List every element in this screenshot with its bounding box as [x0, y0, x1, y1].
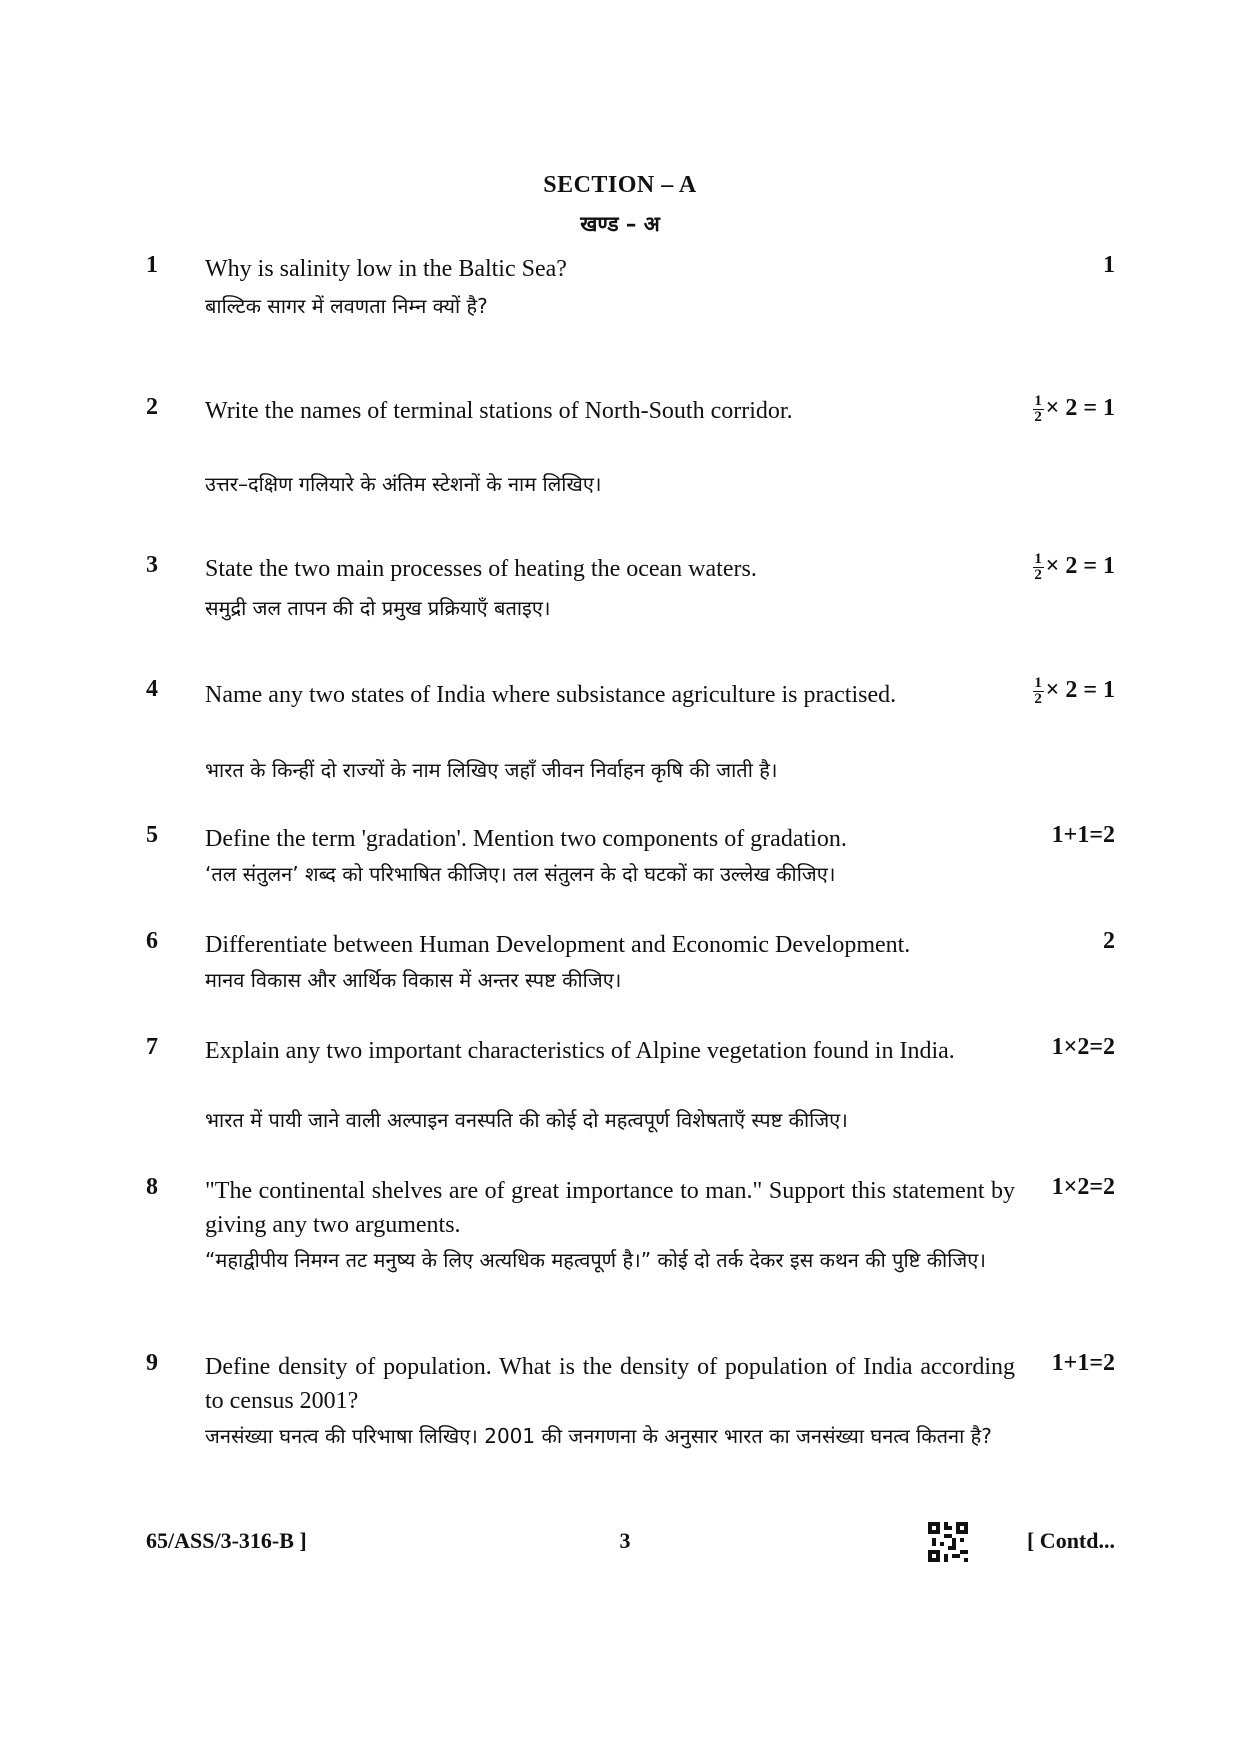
question-number: 6	[146, 928, 158, 954]
question-number: 4	[146, 676, 158, 702]
question-text-english: Why is salinity low in the Baltic Sea?	[205, 256, 567, 282]
question-text-hindi: समुद्री जल तापन की दो प्रमुख प्रक्रियाएँ बताइए।	[205, 596, 551, 620]
fraction-half: $\frac{1}{2}$	[1034, 675, 1042, 707]
fraction-half: $\frac{1}{2}$	[1034, 393, 1042, 425]
question-number: 2	[146, 394, 158, 420]
question-marks: 1	[1103, 252, 1115, 278]
question-text-english: Explain any two important characteristics of Alpine vegetation found in India.	[205, 1038, 955, 1064]
continued-label: [ Contd...	[1026, 1528, 1115, 1553]
question-text-english: State the two main processes of heating the ocean waters.	[205, 556, 757, 582]
question-text-hindi: ‘तल संतुलन’ शब्द को परिभाषित कीजिए। तल संतुलन के दो घटकों का उल्लेख कीजिए।	[205, 862, 836, 886]
question-marks: 1×2=2	[1051, 1034, 1115, 1060]
question-marks: $\frac{1}{2}$ × 2 = 1	[1034, 551, 1115, 583]
page-number: 3	[619, 1528, 631, 1553]
question-text-hindi: जनसंख्या घनत्व की परिभाषा लिखिए। 2001 की जनगणना के अनुसार भारत का जनसंख्या घनत्व कितना है?	[205, 1424, 992, 1448]
question-marks: 1×2=2	[1051, 1174, 1115, 1200]
question-marks: $\frac{1}{2}$ × 2 = 1	[1034, 675, 1115, 707]
question-number: 8	[146, 1174, 158, 1200]
fraction-half: $\frac{1}{2}$	[1034, 551, 1042, 583]
section-title: SECTION – A	[543, 172, 697, 198]
question-number: 7	[146, 1034, 158, 1060]
question-text-english: Define the term 'gradation'. Mention two components of gradation.	[205, 826, 847, 852]
question-text-english: Write the names of terminal stations of North-South corridor.	[205, 398, 793, 424]
paper-code: 65/ASS/3-316-B ]	[146, 1528, 307, 1553]
section-title-hindi: खण्ड – अ	[580, 212, 660, 236]
question-text-hindi: मानव विकास और आर्थिक विकास में अन्तर स्पष्ट कीजिए।	[205, 968, 622, 992]
question-number: 1	[146, 252, 158, 278]
question-text-english: Define density of population. What is the density of population of India according to census 2001?	[205, 1354, 1015, 1414]
question-number: 3	[146, 552, 158, 578]
question-text-english: "The continental shelves are of great importance to man." Support this statement by giving any two arguments.	[205, 1178, 1015, 1238]
question-text-english: Name any two states of India where subsistance agriculture is practised.	[205, 682, 897, 708]
question-marks: 1+1=2	[1051, 822, 1115, 848]
question-text-hindi: भारत के किन्हीं दो राज्यों के नाम लिखिए जहाँ जीवन निर्वाहन कृषि की जाती है।	[205, 758, 778, 782]
question-marks: 1+1=2	[1051, 1350, 1115, 1376]
question-number: 5	[146, 822, 158, 848]
question-marks: 2	[1103, 928, 1115, 954]
question-number: 9	[146, 1350, 158, 1376]
qr-code-icon	[928, 1522, 968, 1562]
question-text-hindi: “महाद्वीपीय निमग्न तट मनुष्य के लिए अत्यधिक महत्वपूर्ण है।” कोई दो तर्क देकर इस कथन की पुष्टि कीजिए।	[205, 1248, 986, 1272]
question-text-hindi: भारत में पायी जाने वाली अल्पाइन वनस्पति की कोई दो महत्वपूर्ण विशेषताएँ स्पष्ट कीजिए।	[205, 1108, 848, 1132]
question-text-hindi: उत्तर–दक्षिण गलियारे के अंतिम स्टेशनों के नाम लिखिए।	[205, 472, 602, 496]
question-text-english: Differentiate between Human Development and Economic Development.	[205, 932, 911, 958]
question-text-hindi: बाल्टिक सागर में लवणता निम्न क्यों है?	[205, 294, 488, 318]
question-marks: $\frac{1}{2}$ × 2 = 1	[1034, 393, 1115, 425]
